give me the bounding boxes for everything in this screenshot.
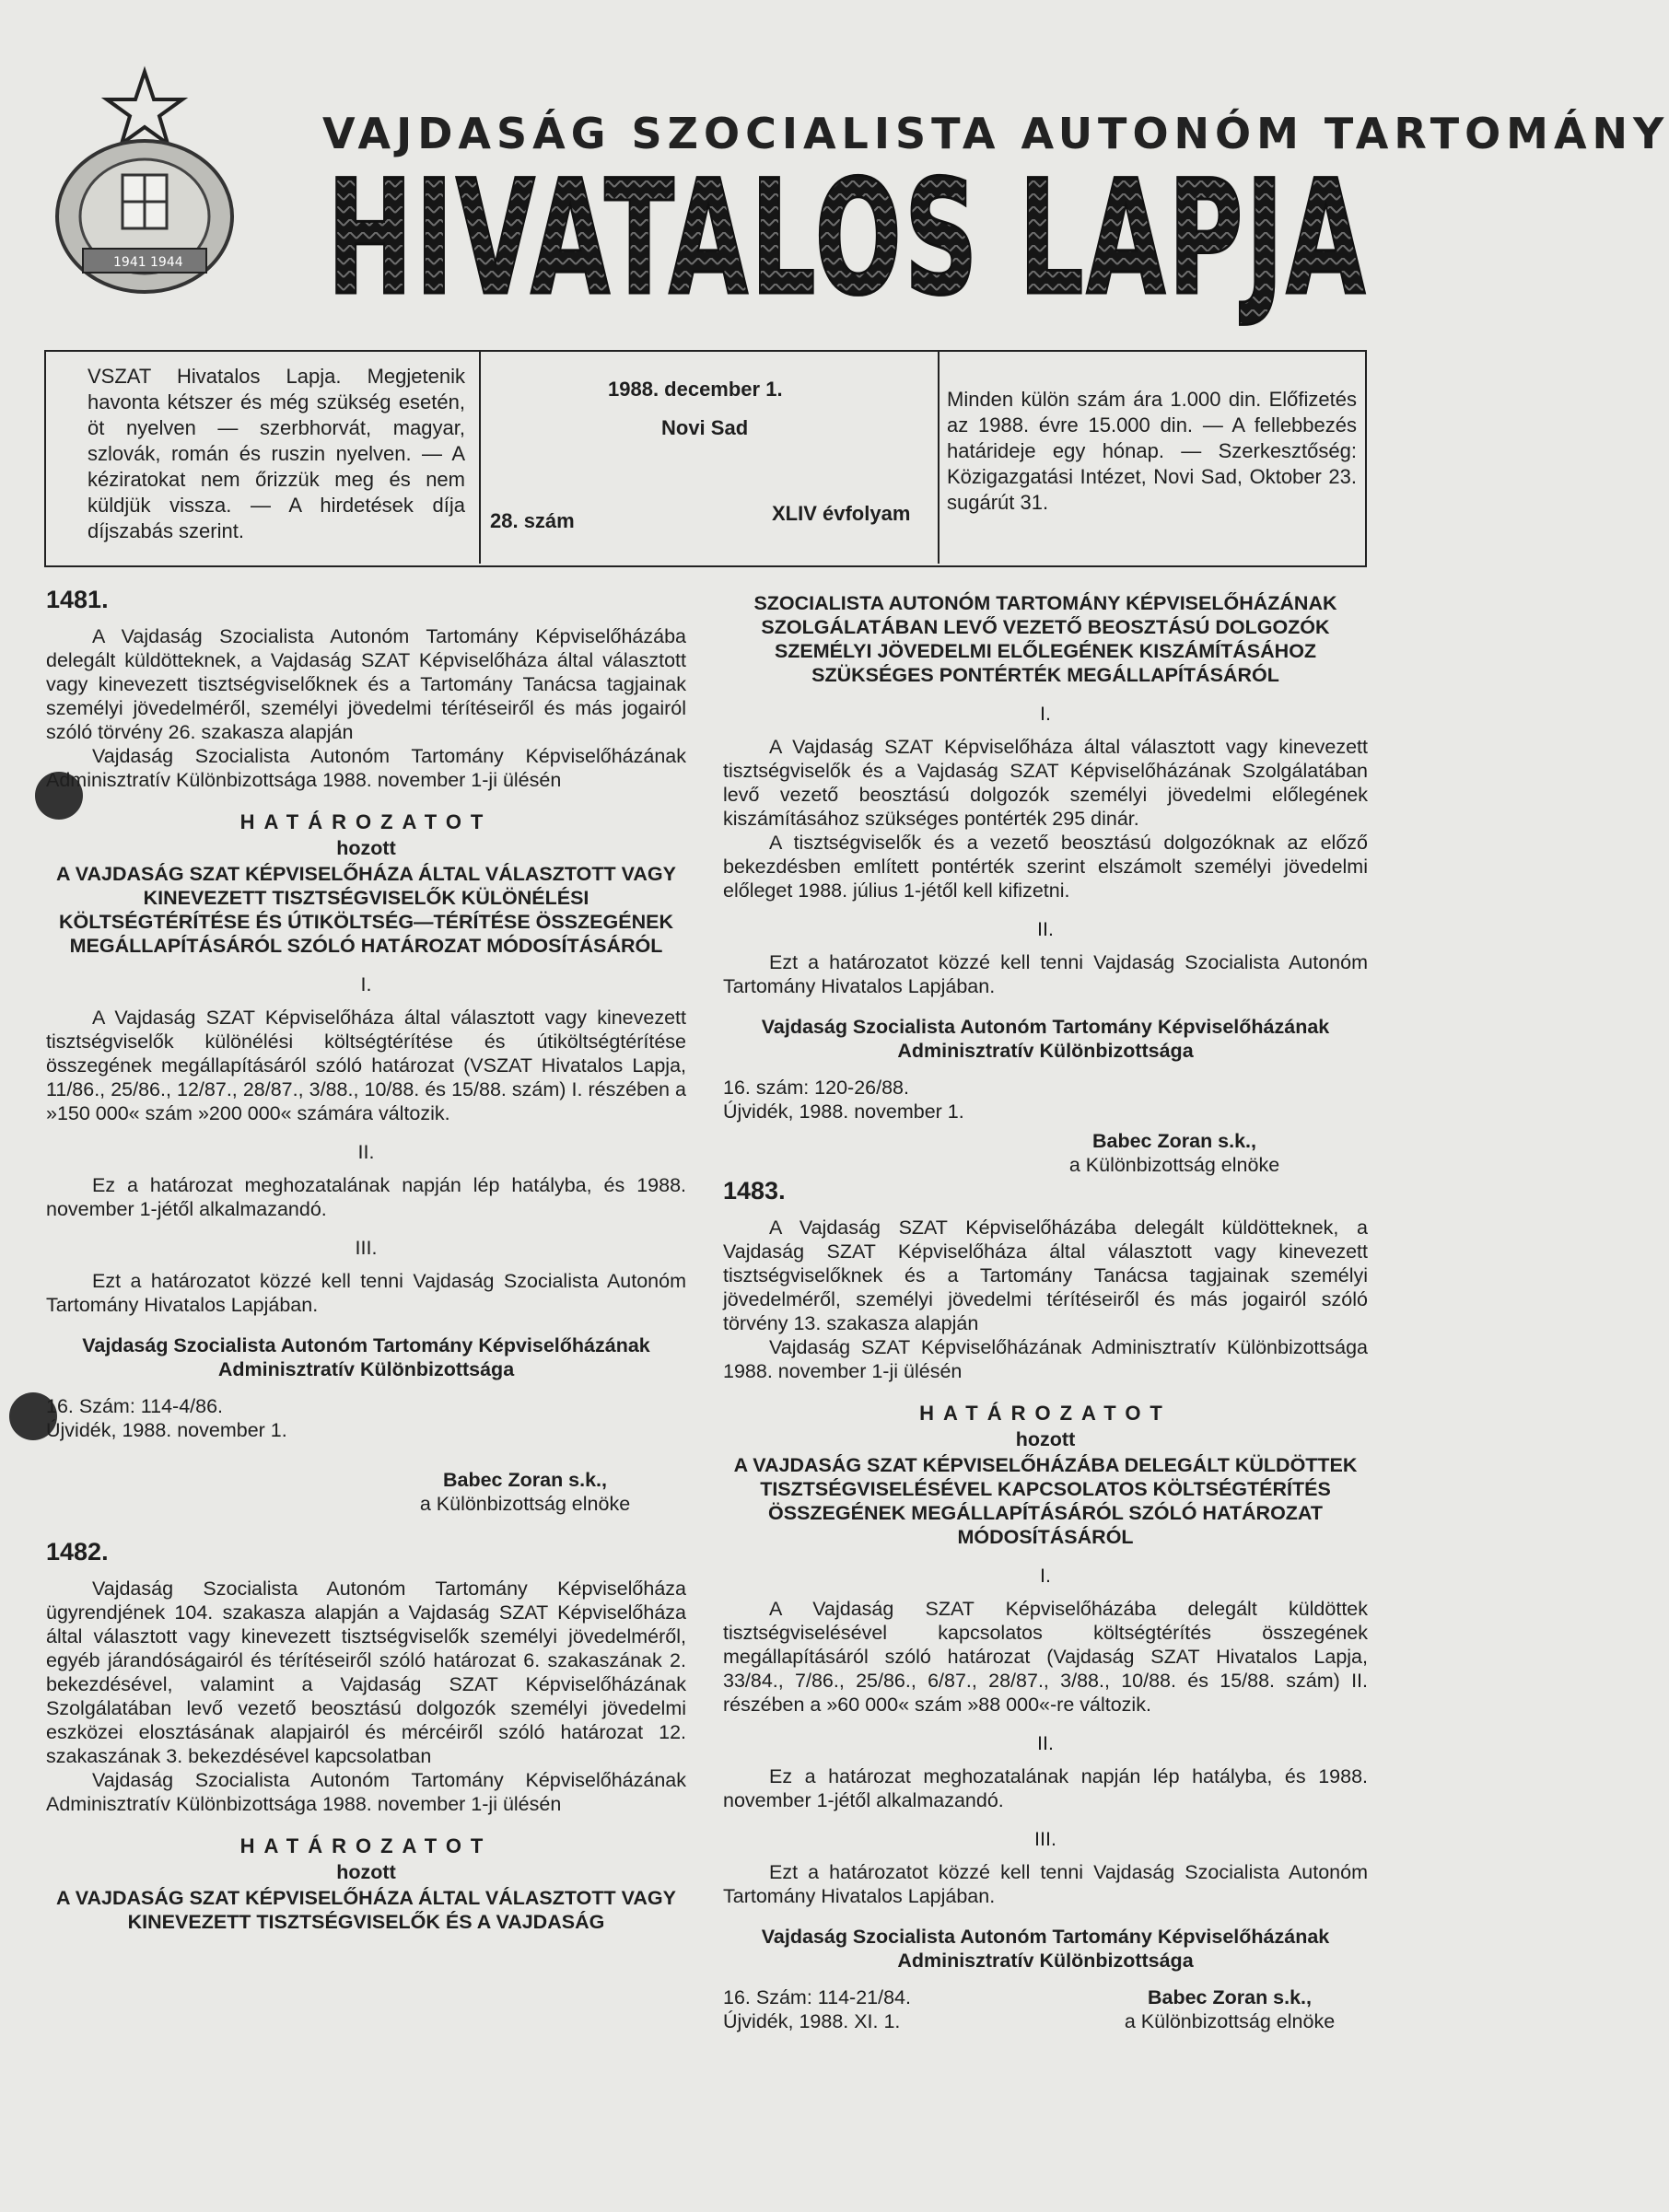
emblem-year-left: 1941 <box>113 255 146 270</box>
decree-title-continued: SZOCIALISTA AUTONÓM TARTOMÁNY KÉPVISELŐHÁZÁNAK SZOLGÁLATÁBAN LEVŐ VEZETŐ BEOSZTÁSÚ DOLGOZÓK SZEMÉLYI JÖVEDELMI ELŐLEGÉNEK KISZÁMÍTÁSÁHOZ SZÜKSÉGES PONTÉRTÉK MEGÁLLAPÍTÁSÁRÓL <box>753 592 1337 686</box>
signatory-role: a Különbizottság elnöke <box>1068 1154 1280 1176</box>
issue-number: 28. szám <box>490 509 575 532</box>
paragraph: A tisztségviselők és a vezető beosztású dolgozóknak az előző bekezdésben említett pontérték szerint elszámolt személyi jövedelmi előleget 1988. július 1-jétől kell kifizetni. <box>723 832 1368 902</box>
section-1482-continued <box>723 591 1368 1177</box>
right-column <box>723 591 1368 2033</box>
masthead-title <box>318 146 1377 331</box>
section-number: 1483. <box>723 1177 786 1205</box>
decree-adopted: hozott <box>336 837 396 859</box>
pricing-notice: Minden külön szám ára 1.000 din. Előfizetés az 1988. évre 15.000 din. — A fellebbezés határideje egy hónap. — Szerkesztőség: Közigazgatási Intézet, Novi Sad, Oktober 23. sugárút 31. <box>947 388 1357 514</box>
preamble: Vajdaság SZAT Képviselőházának Adminisztratív Különbizottsága 1988. november 1-ji ülésén <box>723 1336 1368 1382</box>
masthead-title-text: HIVATALOS LAPJA <box>327 146 1368 331</box>
signatory-name: Babec Zoran s.k., <box>1147 1986 1313 2008</box>
signature-row <box>723 1985 1368 2033</box>
section-number: 1481. <box>46 586 109 613</box>
reference-number: 16. Szám: 114-21/84. <box>723 1986 911 2008</box>
coat-of-arms-emblem <box>51 64 239 304</box>
decree-heading: HATÁROZATOT <box>919 1402 1172 1425</box>
decree-title: A VAJDASÁG SZAT KÉPVISELŐHÁZÁBA DELEGÁLT KÜLDÖTTEK TISZTSÉGVISELÉSÉVEL KAPCSOLATOS KÖLTSÉGTÉRÍTÉS ÖSSZEGÉNEK MEGÁLLAPÍTÁSÁRÓL SZÓLÓ HATÁROZAT MÓDOSÍTÁSÁRÓL <box>733 1454 1358 1548</box>
signatory-role: a Különbizottság elnöke <box>419 1493 631 1515</box>
reference-number: 16. Szám: 114-4/86. <box>46 1395 224 1417</box>
paragraph: A Vajdaság SZAT Képviselőháza által választott vagy kinevezett tisztségviselők és a Vajdaság SZAT Képviselőházának Szolgálatában levő vezető beosztású dolgozók személyi jövedelmi előlegének kiszámításához szükséges pontérték 295 dinár. <box>723 736 1368 830</box>
issuing-body: Vajdaság Szocialista Autonóm Tartomány Képviselőházának Adminisztratív Különbizottsága <box>761 1926 1330 1972</box>
part-numeral: I. <box>1040 1565 1051 1587</box>
issuing-body: Vajdaság Szocialista Autonóm Tartomány Képviselőházának Adminisztratív Különbizottsága <box>82 1334 650 1380</box>
volume-number: XLIV évfolyam <box>772 502 911 525</box>
decree-adopted: hozott <box>336 1861 396 1883</box>
info-divider <box>479 350 481 564</box>
decree-title: A VAJDASÁG SZAT KÉPVISELŐHÁZA ÁLTAL VÁLASZTOTT VAGY KINEVEZETT TISZTSÉGVISELŐK KÜLÖNÉLÉSI KÖLTSÉGTÉRÍTÉSE ÉS ÚTIKÖLTSÉG—TÉRÍTÉSE ÖSSZEGÉNEK MEGÁLLAPÍTÁSÁRÓL SZÓLÓ HATÁROZAT MÓDOSÍTÁSÁRÓL <box>56 863 676 957</box>
emblem-year-right: 1944 <box>150 255 183 270</box>
preamble: A Vajdaság SZAT Képviselőházába delegált küldötteknek, a Vajdaság SZAT Képviselőháza által választott vagy kinevezett tisztségviselőknek és a Tartomány Tanácsa tagjainak személyi jövedelméről, személyi jövedelmi térítéseiről és más jogairól szóló törvény 13. szakasza alapján <box>723 1217 1368 1334</box>
decree-heading: HATÁROZATOT <box>239 1834 493 1857</box>
place-date: Újvidék, 1988. XI. 1. <box>723 2010 901 2032</box>
paragraph: A Vajdaság SZAT Képviselőházába delegált küldöttek tisztségviselésével kapcsolatos költségtérítés összegének megállapításáról szóló határozat (Vajdaság SZAT Hivatalos Lapja, 33/84., 7/86., 25/86., 6/87., 28/87., 3/88., 10/88. és 15/88. szám) II. részében a »60 000« szám »88 000«-re változik. <box>723 1598 1368 1716</box>
paragraph: Ezt a határozatot közzé kell tenni Vajdaság Szocialista Autonóm Tartomány Hivatalos Lapjában. <box>723 951 1368 997</box>
part-numeral: II. <box>357 1141 375 1163</box>
masthead-kicker: VAJDASÁG SZOCIALISTA AUTONÓM TARTOMÁNY <box>322 109 1669 158</box>
preamble: A Vajdaság Szocialista Autonóm Tartomány Képviselőházába delegált küldötteknek, a Vajdaság SZAT Képviselőháza által választott vagy kinevezett tisztségviselőknek és a Tartomány Tanácsa tagjainak személyi jövedelméről, személyi jövedelmi térítéseiről és más jogairól szóló törvény 26. szakasza alapján <box>46 625 686 743</box>
issue-city: Novi Sad <box>661 416 749 439</box>
decree-adopted: hozott <box>1015 1428 1076 1450</box>
part-numeral: I. <box>1040 703 1051 725</box>
paragraph: Ezt a határozatot közzé kell tenni Vajdaság Szocialista Autonóm Tartomány Hivatalos Lapjában. <box>723 1861 1368 1907</box>
part-numeral: III. <box>1034 1828 1056 1850</box>
part-numeral: III. <box>355 1237 378 1259</box>
preamble: Vajdaság Szocialista Autonóm Tartomány Képviselőházának Adminisztratív Különbizottsága 1988. november 1-ji ülésén <box>46 745 686 791</box>
section-1483 <box>723 1179 1368 2033</box>
decree-heading: HATÁROZATOT <box>239 810 493 833</box>
issuing-body: Vajdaság Szocialista Autonóm Tartomány Képviselőházának Adminisztratív Különbizottsága <box>761 1016 1330 1062</box>
paragraph: Ez a határozat meghozatalának napján lép hatályba, és 1988. november 1-jétől alkalmazandó. <box>723 1765 1368 1811</box>
section-1482 <box>46 1540 686 1934</box>
place-date: Újvidék, 1988. november 1. <box>46 1419 287 1441</box>
section-number: 1482. <box>46 1538 109 1566</box>
left-column <box>46 588 686 1934</box>
section-1481 <box>46 588 686 1516</box>
info-divider <box>938 350 940 564</box>
reference-number: 16. szám: 120-26/88. <box>723 1077 909 1099</box>
preamble: Vajdaság Szocialista Autonóm Tartomány Képviselőháza ügyrendjének 104. szakasza alapján a Vajdaság SZAT Képviselőháza által választott vagy kinevezett tisztségviselők személyi jövedelméről, egyéb járandóságairól és térítéseiről szóló határozat 6. szakaszának 2. bekezdésével, valamint a Vajdaság SZAT Képviselőházának Szolgálatában levő vezető beosztású dolgozók személyi jövedelmi eszközei elosztásának alapjairól és mércéiről szóló határozat 12. szakaszának 3. bekezdésével kapcsolatban <box>46 1578 686 1767</box>
signatory-name: Babec Zoran s.k., <box>442 1469 608 1491</box>
paragraph: Ez a határozat meghozatalának napján lép hatályba, és 1988. november 1-jétől alkalmazandó. <box>46 1174 686 1220</box>
signatory-role: a Különbizottság elnöke <box>1124 2010 1336 2032</box>
issue-date: 1988. december 1. <box>608 378 783 401</box>
signatory-name: Babec Zoran s.k., <box>1091 1130 1257 1152</box>
publication-notice: VSZAT Hivatalos Lapja. Megjetenik havonta kétszer és még szükség esetén, öt nyelven — szerbhorvát, magyar, szlovák, román és ruszin nyelven. — A kéziratokat nem őrizzük meg és nem küldjük vissza. — A hirdetések díja díjszabás szerint. <box>88 365 465 542</box>
place-date: Újvidék, 1988. november 1. <box>723 1100 964 1123</box>
part-numeral: I. <box>360 973 372 995</box>
paragraph: Ezt a határozatot közzé kell tenni Vajdaság Szocialista Autonóm Tartomány Hivatalos Lapjában. <box>46 1270 686 1316</box>
decree-title: A VAJDASÁG SZAT KÉPVISELŐHÁZA ÁLTAL VÁLASZTOTT VAGY KINEVEZETT TISZTSÉGVISELŐK ÉS A VAJDASÁG <box>56 1887 676 1933</box>
part-numeral: II. <box>1037 918 1054 940</box>
part-numeral: II. <box>1037 1732 1054 1754</box>
paragraph: A Vajdaság SZAT Képviselőháza által választott vagy kinevezett tisztségviselők különélési költségtérítése és útiköltségtérítése összegének megállapításáról szóló határozat (VSZAT Hivatalos Lapja, 11/86., 25/86., 12/87., 28/87., 3/88., 10/88. és 15/88. szám) I. részében a »150 000« szám »200 000« számára változik. <box>46 1007 686 1124</box>
preamble: Vajdaság Szocialista Autonóm Tartomány Képviselőházának Adminisztratív Különbizottsága 1988. november 1-ji ülésén <box>46 1769 686 1815</box>
